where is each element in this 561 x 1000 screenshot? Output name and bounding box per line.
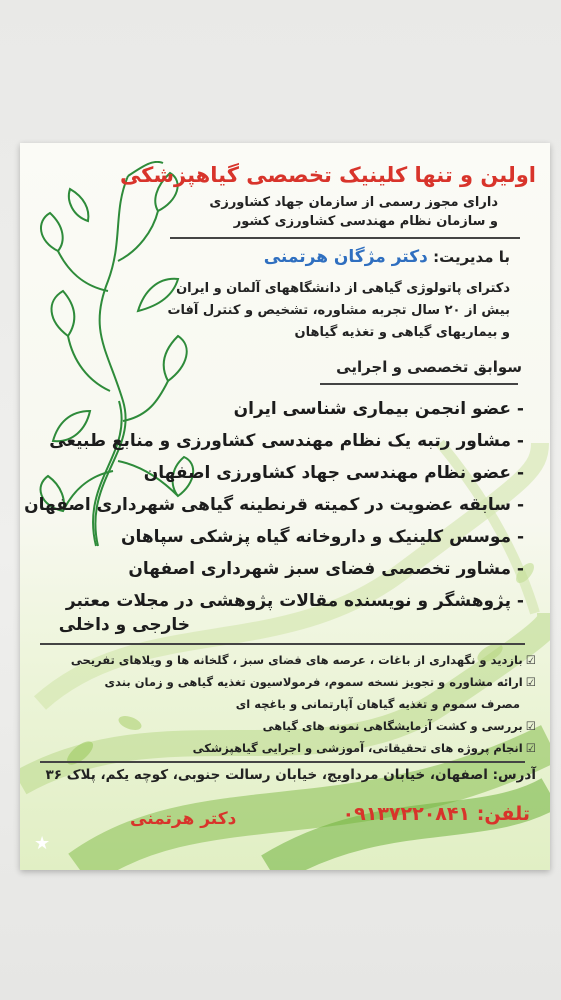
manager-label: با مدیریت:	[433, 248, 510, 266]
service-item: ☑بررسی و کشت آزمایشگاهی نمونه های گیاهی	[262, 719, 536, 733]
license-line-1: دارای مجوز رسمی از سازمان جهاد کشاورزی	[209, 195, 498, 210]
divider	[40, 761, 525, 763]
check-icon: ☑	[525, 741, 536, 755]
service-item: ☑ارائه مشاوره و تجویز نسخه سموم، فرمولاسیون تغذیه گیاهی و زمان بندی	[104, 675, 536, 689]
flyer	[20, 143, 550, 870]
check-icon: ☑	[525, 719, 536, 733]
divider	[40, 643, 525, 645]
check-icon: ☑	[525, 675, 536, 689]
service-item: ☑بازدید و نگهداری از باغات ، عرصه های فضای سبز ، گلخانه ها و ویلاهای تفریحی	[70, 653, 536, 667]
signature-name: دکتر هرتمنی	[130, 809, 237, 829]
plant-illustration-icon	[28, 161, 198, 551]
experience-item: - مشاور تخصصی فضای سبز شهرداری اصفهان	[128, 559, 524, 579]
experience-item: - عضو انجمن بیماری شناسی ایران	[233, 399, 524, 419]
experience-item: - مشاور رتبه یک نظام مهندسی کشاورزی و منابع طبیعی	[49, 431, 524, 451]
degree-line-1: دکترای پاتولوژی گیاهی از دانشگاههای آلمان و ایران	[176, 281, 510, 296]
check-icon: ☑	[525, 653, 536, 667]
degree-line-2: بیش از ۲۰ سال تجربه مشاوره، تشخیص و کنترل آفات	[167, 303, 510, 318]
star-icon: ★	[34, 833, 51, 854]
manager-line	[264, 247, 510, 267]
experience-item: - موسس کلینیک و داروخانه گیاه پزشکی سپاهان	[121, 527, 524, 547]
address: آدرس: اصفهان، خیابان مرداویج، خیابان رسالت جنوبی، کوچه یکم، پلاک ۳۶	[45, 767, 536, 783]
service-item: ☑انجام پروژه های تحقیقاتی، آموزشی و اجرایی گیاهپزشکی	[192, 741, 536, 755]
phone-number: تلفن: ۰۹۱۳۷۲۲۰۸۴۱	[342, 803, 530, 825]
manager-name: دکتر مژگان هرتمنی	[263, 247, 428, 267]
divider	[170, 237, 520, 239]
experience-item: - سابقه عضویت در کمیته قرنطینه گیاهی شهرداری اصفهان	[24, 495, 524, 515]
history-heading: سوابق تخصصی و اجرایی	[336, 358, 522, 376]
license-line-2: و سازمان نظام مهندسی کشاورزی کشور	[233, 214, 498, 229]
experience-item: - عضو نظام مهندسی جهاد کشاورزی اصفهان	[143, 463, 524, 483]
divider	[320, 383, 518, 385]
clinic-title: اولین و تنها کلینیک تخصصی گیاهپزشکی	[119, 163, 536, 187]
degree-line-3: و بیماریهای گیاهی و تغذیه گیاهان	[294, 325, 510, 340]
experience-item: خارجی و داخلی	[58, 615, 190, 635]
service-item: مصرف سموم و تغذیه گیاهان آپارتمانی و باغچه ای	[235, 697, 520, 711]
experience-item: - پژوهشگر و نویسنده مقالات پژوهشی در مجلات معتبر	[65, 591, 524, 611]
